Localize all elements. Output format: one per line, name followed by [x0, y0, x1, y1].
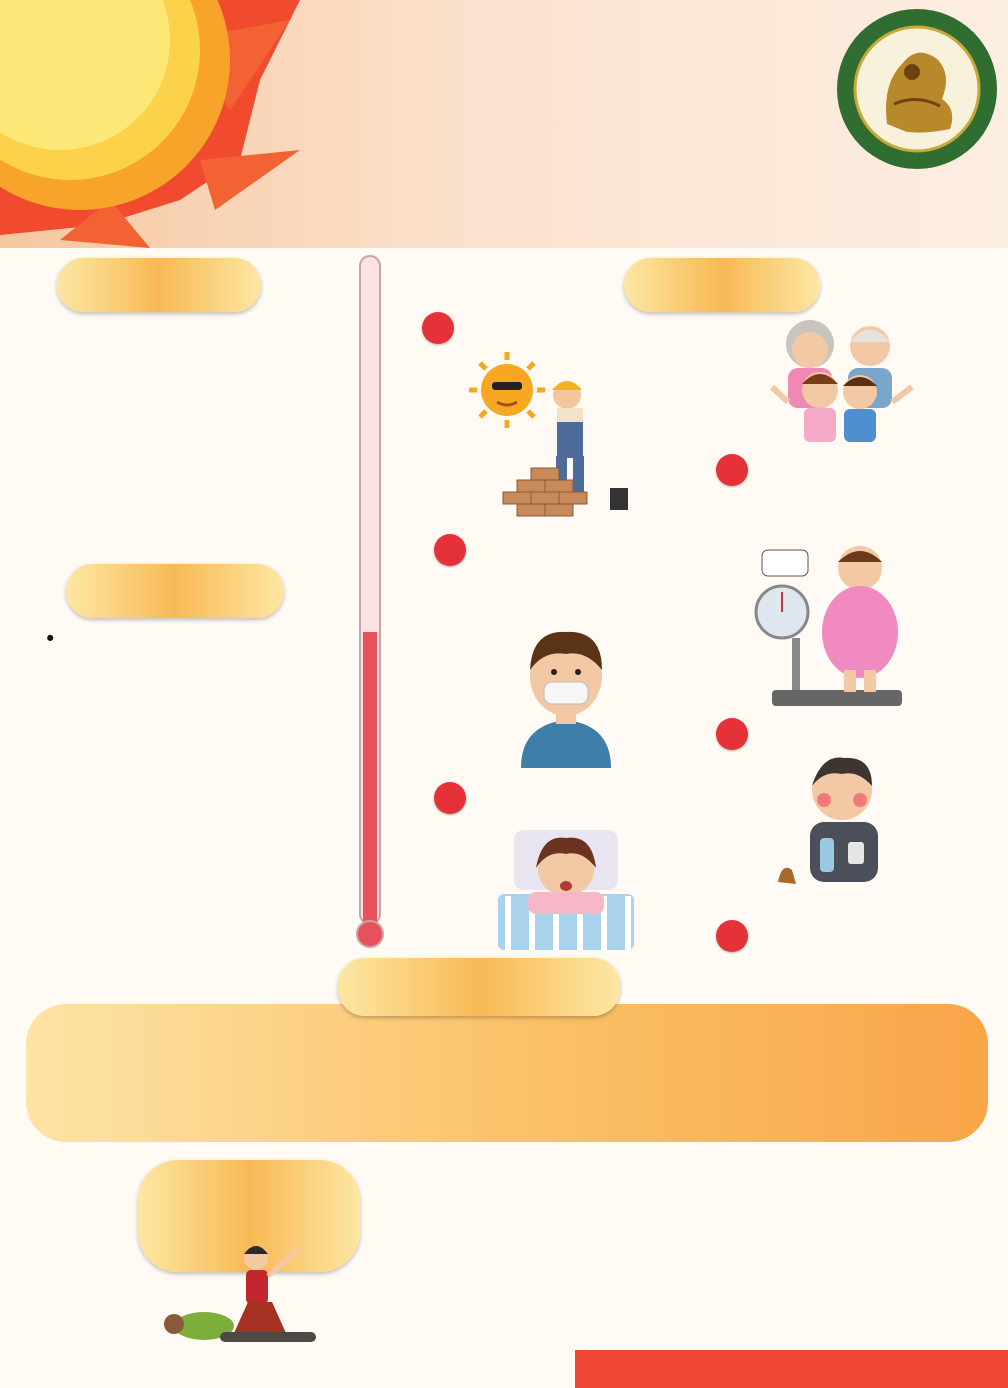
tired-person-illustration	[498, 824, 634, 950]
risk-number-3	[434, 534, 466, 566]
prevention-box	[26, 1004, 988, 1142]
header-banner	[0, 0, 1008, 248]
family-illustration	[762, 312, 922, 442]
worker-illustration	[462, 350, 642, 520]
footer-department	[575, 1350, 1008, 1388]
characteristics-heading	[57, 258, 261, 312]
risk-number-2	[716, 454, 748, 486]
masked-boy-illustration	[516, 620, 616, 768]
risk-number-4	[716, 718, 748, 750]
symptoms-heading	[66, 564, 284, 618]
symptom-first-line: •	[44, 627, 70, 651]
risk-heading	[624, 258, 820, 312]
prevention-heading	[338, 958, 620, 1016]
sun-icon	[0, 0, 320, 248]
dla-seal-logo	[832, 4, 1002, 174]
risk-number-1	[422, 312, 454, 344]
thermometer-icon	[330, 252, 410, 962]
overweight-person-illustration	[752, 540, 912, 710]
risk-number-5	[434, 782, 466, 814]
risk-number-6	[716, 920, 748, 952]
drinking-person-illustration	[772, 752, 912, 902]
first-aid-illustration	[160, 1232, 330, 1358]
